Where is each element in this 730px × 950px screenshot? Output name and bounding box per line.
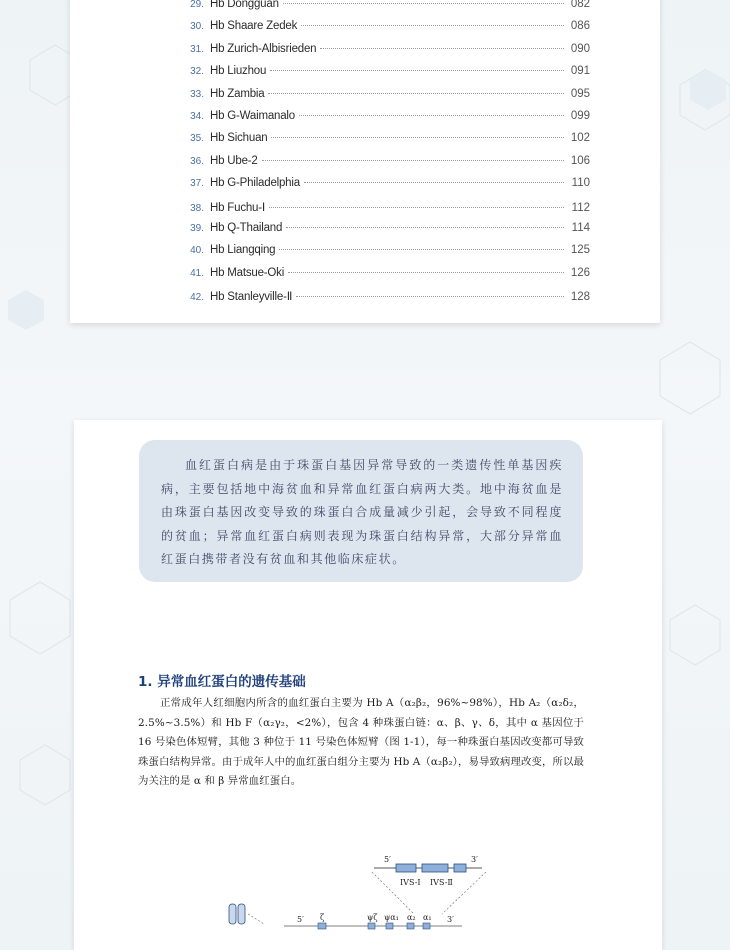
toc-entry-page: 090 xyxy=(570,42,590,55)
toc-leader-dots xyxy=(296,296,564,297)
toc-entry-title: Hb Liuzhou xyxy=(210,65,267,78)
toc-entry-number: 29. xyxy=(190,0,204,10)
toc-entry[interactable] xyxy=(184,267,590,287)
zeta-gene-box xyxy=(318,923,326,929)
toc-entry[interactable] xyxy=(184,244,590,264)
toc-entry-page: 106 xyxy=(570,154,590,167)
toc-entry-page: 099 xyxy=(570,110,590,122)
toc-entry-page: 126 xyxy=(570,266,590,279)
five-prime-label-top: 5′ xyxy=(384,855,391,864)
alpha2-gene-label: α₂ xyxy=(407,913,416,922)
toc-entry[interactable] xyxy=(184,20,590,40)
toc-entry-number: 31. xyxy=(190,43,204,55)
alpha1-gene-label: α₁ xyxy=(423,913,432,922)
toc-entry-number: 33. xyxy=(190,88,204,100)
toc-entry-page: 112 xyxy=(571,201,590,214)
toc-entry-number: 32. xyxy=(190,66,204,78)
toc-entry-title: Hb Dongguan xyxy=(210,0,279,10)
three-prime-label-top: 3′ xyxy=(471,855,478,864)
toc-entry-title: Hb G-Waimanalo xyxy=(210,110,295,122)
section-title: 1. 异常血红蛋白的遗传基础 xyxy=(138,674,306,690)
toc-entry-number: 36. xyxy=(190,155,204,167)
five-prime-label-bottom: 5′ xyxy=(297,915,304,924)
toc-card xyxy=(70,0,660,323)
alpha1-gene-box xyxy=(423,923,430,929)
toc-entry-title: Hb Shaare Zedek xyxy=(210,20,298,33)
toc-entry-number: 42. xyxy=(190,292,204,304)
toc-leader-dots xyxy=(304,182,564,183)
summary-box: 血红蛋白病是由于珠蛋白基因异常导致的一类遗传性单基因疾病，主要包括地中海贫血和异常血红蛋白病两大类。地中海贫血是由珠蛋白基因改变导致的珠蛋白合成量减少引起，会导致不同程度的贫血；异常血红蛋白病则表现为珠蛋白结构异常，大部分异常血红蛋白携带者没有贫血和其他临床症状。 xyxy=(139,440,583,582)
section-body: 正常成年人红细胞内所含的血红蛋白主要为 Hb A（α₂β₂，96%~98%），Hb A₂（α₂δ₂，2.5%~3.5%）和 Hb F（α₂γ₂，<2%），包含 4 种珠蛋白链：α、β、γ、δ，其中 α 基因位于 16 号染色体短臂，其他 3 种位于 11 号染色体短臂（图 1-1），每一种珠蛋白基因改变都可导致珠蛋白结构异常。由于成年人中的血红蛋白组分主要为 Hb A（α₂β₂），易导致病理改变，所以最为关注的是 α 和 β 异常血红蛋白。 xyxy=(138,697,584,787)
toc-entry-number: 30. xyxy=(190,21,204,33)
psi-zeta-gene-label: ψζ xyxy=(367,913,378,922)
toc-entry[interactable] xyxy=(184,200,590,220)
toc-entry-number: 37. xyxy=(190,178,204,190)
toc-entry[interactable] xyxy=(184,222,590,242)
toc-leader-dots xyxy=(279,249,564,250)
three-prime-label-bottom: 3′ xyxy=(447,915,454,924)
toc-leader-dots xyxy=(268,93,564,94)
toc-entry[interactable] xyxy=(184,0,590,18)
toc-entry-title: Hb Fuchu-Ⅰ xyxy=(210,201,266,214)
toc-entry-title: Hb Stanleyville-Ⅱ xyxy=(210,291,293,304)
toc-entry-number: 34. xyxy=(190,111,204,122)
ivs2-label: IVS-Ⅱ xyxy=(430,878,453,887)
toc-entry-number: 35. xyxy=(190,133,204,145)
toc-entry[interactable] xyxy=(184,110,590,130)
toc-leader-dots xyxy=(270,70,564,71)
toc-entry-page: 095 xyxy=(570,87,590,100)
toc-entry[interactable] xyxy=(184,177,590,197)
psi-alpha1-gene-label: ψα₁ xyxy=(384,913,399,922)
toc-entry-title: Hb Ube-2 xyxy=(210,154,258,167)
toc-entry-title: Hb Q-Thailand xyxy=(210,222,283,234)
toc-leader-dots xyxy=(288,272,564,273)
toc-entry-page: 102 xyxy=(570,132,590,145)
toc-entry-page: 114 xyxy=(571,222,590,234)
toc-leader-dots xyxy=(271,137,564,138)
toc-entry-page: 091 xyxy=(570,65,590,78)
content-card xyxy=(74,420,662,950)
toc-entry-number: 41. xyxy=(190,267,204,279)
toc-entry-title: Hb G-Philadelphia xyxy=(210,177,300,190)
alpha2-gene-box xyxy=(407,923,414,929)
chromosome-16-icon xyxy=(229,904,245,924)
toc-entry[interactable] xyxy=(184,289,590,309)
toc-entry-page: 082 xyxy=(570,0,590,10)
toc-leader-dots xyxy=(299,115,564,116)
toc-entry[interactable] xyxy=(184,88,590,108)
toc-leader-dots xyxy=(269,207,564,208)
chromosome-pointer-line xyxy=(248,914,264,924)
toc-entry[interactable] xyxy=(184,132,590,152)
toc-entry[interactable] xyxy=(184,65,590,85)
toc-entry-title: Hb Zurich-Albisrieden xyxy=(210,42,317,55)
gene-diagram-figure xyxy=(224,852,524,950)
exon-1 xyxy=(396,864,416,872)
toc-entry-number: 40. xyxy=(190,245,204,257)
toc-entry-page: 086 xyxy=(570,20,590,33)
toc-entry-title: Hb Zambia xyxy=(210,87,265,100)
toc-entry-title: Hb Matsue-Oki xyxy=(210,266,285,279)
toc-entry-page: 128 xyxy=(570,291,590,304)
psi-zeta-gene-box xyxy=(368,923,375,929)
toc-leader-dots xyxy=(301,25,564,26)
exon-2 xyxy=(422,864,448,872)
toc-entry-number: 38. xyxy=(190,202,204,214)
toc-leader-dots xyxy=(283,3,564,4)
zeta-gene-label: ζ xyxy=(320,913,325,922)
ivs1-label: IVS-Ⅰ xyxy=(400,878,421,887)
toc-leader-dots xyxy=(262,160,564,161)
toc-leader-dots xyxy=(320,48,564,49)
toc-entry-number: 39. xyxy=(190,223,204,234)
toc-entry-title: Hb Liangqing xyxy=(210,244,276,257)
exon-3 xyxy=(454,864,466,872)
toc-entry[interactable] xyxy=(184,43,590,63)
toc-entry-page: 110 xyxy=(571,177,590,190)
toc-leader-dots xyxy=(286,227,564,228)
toc-entry-title: Hb Sichuan xyxy=(210,132,268,145)
toc-entry-page: 125 xyxy=(570,244,590,257)
psi-alpha1-gene-box xyxy=(386,923,393,929)
toc-entry[interactable] xyxy=(184,155,590,175)
